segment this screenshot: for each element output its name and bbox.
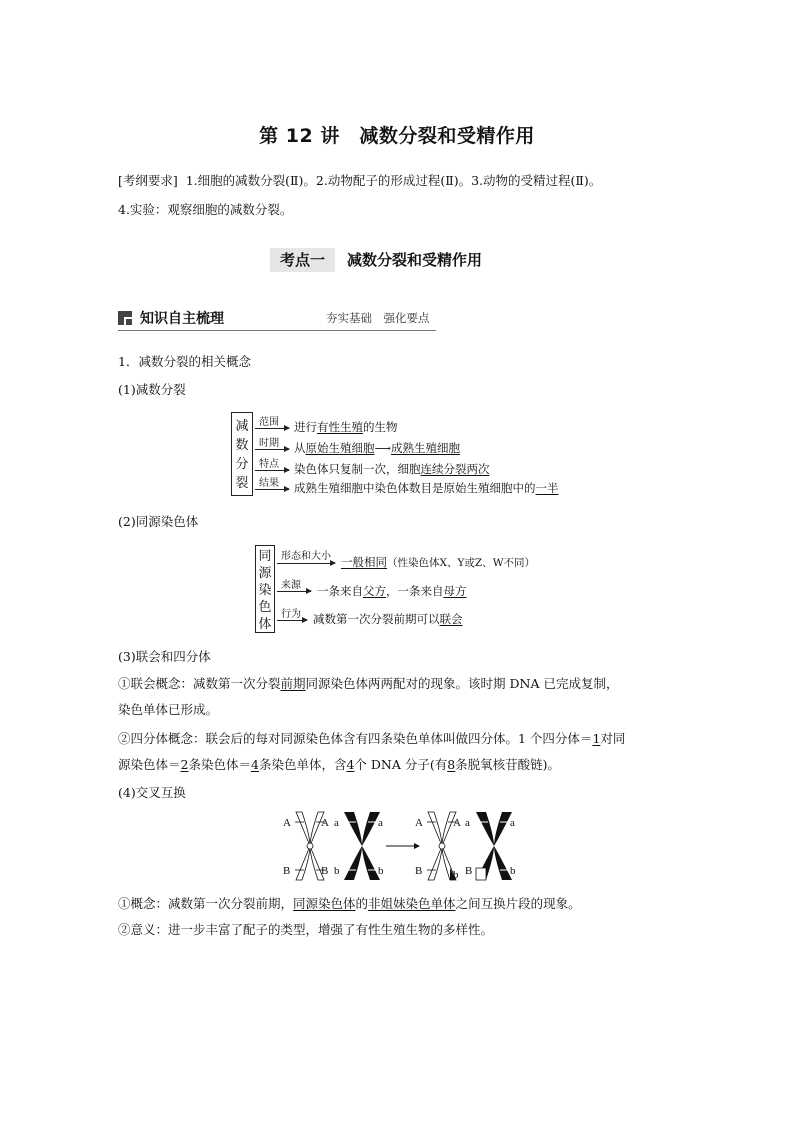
section-tag: 考点一 — [270, 248, 335, 272]
arrow — [255, 449, 289, 450]
subheading-homologous: (2)同源染色体 — [118, 514, 199, 529]
heading-1: 1．减数分裂的相关概念 — [118, 354, 251, 369]
requirements-tag: [考纲要求] — [118, 173, 178, 188]
arrow — [277, 620, 307, 621]
label-feature: 特点 — [259, 459, 279, 470]
gene-label: B — [465, 865, 473, 877]
subheading-meiosis: (1)减数分裂 — [118, 382, 186, 397]
tetrad-line-2 — [118, 753, 560, 777]
text: 条染色体＝ — [188, 757, 251, 772]
label-shape-size: 形态和大小 — [281, 551, 331, 562]
row-text: 从 — [294, 441, 306, 455]
box-char: 同 — [258, 549, 272, 564]
gene-label: A — [453, 817, 461, 829]
row-answer: 联会 — [439, 612, 463, 626]
row-answer: 一半 — [535, 481, 559, 495]
chromosome-black-1 — [342, 812, 382, 880]
knowledge-header-subtitle: 夯实基础 强化要点 — [326, 311, 430, 325]
row-behavior — [313, 611, 463, 627]
box-char: 减 — [235, 419, 249, 434]
gene-label: a — [510, 817, 515, 829]
crossover-illustration — [280, 806, 520, 886]
row-feature — [294, 461, 490, 477]
synapsis-line-1 — [118, 672, 618, 696]
label-period: 时期 — [259, 438, 279, 449]
row-text: 染色体只复制一次，细胞 — [294, 462, 421, 476]
row-answer: 父方 — [363, 584, 386, 598]
text: 条染色单体，含 — [258, 757, 347, 772]
knowledge-header-title: 知识自主梳理 — [140, 311, 224, 327]
answer: 4 — [346, 757, 355, 772]
row-answer: 原始生殖细胞 — [305, 441, 375, 455]
row-answer: 一般相同 — [341, 555, 387, 569]
gene-label: b — [510, 865, 516, 877]
box-char: 源 — [258, 566, 272, 581]
homologous-diagram — [255, 543, 545, 635]
answer: 前期 — [280, 676, 306, 691]
text: ①联会概念：减数第一次分裂 — [118, 676, 281, 691]
arrow — [255, 489, 289, 490]
text: ①概念：减数第一次分裂前期， — [118, 896, 294, 911]
text: 条脱氧核苷酸链)。 — [455, 757, 561, 772]
row-answer: 有性生殖 — [317, 420, 363, 434]
answer: 非姐妹染色单体 — [368, 896, 456, 911]
requirements-line-1 — [118, 169, 601, 193]
answer: 同源染色体 — [293, 896, 356, 911]
row-arrow: ⟶ — [374, 441, 391, 455]
requirements-text-1: 1.细胞的减数分裂(Ⅱ)。2.动物配子的形成过程(Ⅱ)。3.动物的受精过程(Ⅱ)。 — [185, 173, 602, 188]
meiosis-box — [231, 412, 253, 496]
arrow — [277, 563, 335, 564]
section-title-text: 减数分裂和受精作用 — [347, 251, 483, 269]
box-char: 数 — [235, 438, 249, 453]
box-char: 色 — [258, 600, 272, 615]
gene-label: B — [283, 865, 291, 877]
gene-label: B — [415, 865, 423, 877]
gene-label: b — [453, 869, 459, 881]
chromosome-black-2 — [474, 812, 514, 880]
label-source: 来源 — [281, 580, 301, 591]
row-text: 一条来自 — [317, 584, 363, 598]
synapsis-line-2: 染色单体已形成。 — [118, 702, 219, 717]
gene-label: b — [378, 865, 384, 877]
row-text: ，一条来自 — [386, 584, 444, 598]
row-text: 进行 — [294, 420, 317, 434]
answer: 2 — [180, 757, 189, 772]
label-result: 结果 — [259, 478, 279, 489]
label-scope: 范围 — [259, 417, 279, 428]
box-char: 分 — [235, 457, 249, 472]
gene-label: a — [465, 817, 470, 829]
gene-label: a — [334, 817, 339, 829]
text: 之间互换片段的现象。 — [455, 896, 581, 911]
subheading-synapsis: (3)联会和四分体 — [118, 649, 211, 664]
arrow — [277, 591, 311, 592]
homologous-box — [255, 545, 275, 633]
text: 个 DNA 分子(有 — [354, 757, 448, 772]
tetrad-line-1 — [118, 727, 625, 751]
gene-label: B — [321, 865, 329, 877]
row-result — [294, 480, 559, 496]
answer: 4 — [250, 757, 259, 772]
arrow — [255, 470, 289, 471]
row-answer: 连续分裂两次 — [420, 462, 490, 476]
gene-label: A — [321, 817, 329, 829]
label-behavior: 行为 — [281, 609, 301, 620]
page-title: 第 12 讲 减数分裂和受精作用 — [259, 125, 535, 147]
square-icon — [118, 311, 132, 325]
gene-label: A — [283, 817, 291, 829]
row-text: 成熟生殖细胞中染色体数目是原始生殖细胞中的 — [294, 481, 536, 495]
arrow — [255, 428, 289, 429]
text: 同源染色体两两配对的现象。该时期 DNA 已完成复制， — [305, 676, 619, 691]
gene-label: a — [378, 817, 383, 829]
row-answer: 成熟生殖细胞 — [391, 441, 460, 455]
text: ②四分体概念：联会后的每对同源染色体含有四条染色单体叫做四分体。1 个四分体＝ — [118, 731, 593, 746]
text: 的 — [355, 896, 369, 911]
row-text: 减数第一次分裂前期可以 — [313, 612, 440, 626]
box-char: 裂 — [235, 476, 249, 491]
row-shape-size — [341, 554, 535, 570]
row-scope — [294, 419, 398, 435]
requirements-line-2: 4.实验：观察细胞的减数分裂。 — [118, 202, 293, 217]
subheading-crossover: (4)交叉互换 — [118, 785, 186, 800]
box-char: 染 — [258, 583, 272, 598]
row-period — [294, 440, 460, 456]
crossover-meaning: ②意义：进一步丰富了配子的类型，增强了有性生殖生物的多样性。 — [118, 922, 494, 937]
answer: 8 — [447, 757, 456, 772]
crossover-concept — [118, 892, 581, 916]
row-text: 的生物 — [363, 420, 398, 434]
gene-label: b — [334, 865, 340, 877]
header-divider — [118, 330, 436, 331]
answer: 1 — [592, 731, 601, 746]
text: 对同 — [600, 731, 626, 746]
text: 源染色体＝ — [118, 757, 181, 772]
row-text: （性染色体X、Y或Z、W不同） — [387, 557, 535, 569]
row-source — [317, 583, 467, 599]
gene-label: A — [415, 817, 423, 829]
section-heading — [270, 249, 482, 270]
row-answer: 母方 — [443, 584, 467, 598]
meiosis-concept-diagram — [231, 410, 571, 500]
knowledge-header — [118, 307, 436, 331]
box-char: 体 — [258, 617, 272, 632]
